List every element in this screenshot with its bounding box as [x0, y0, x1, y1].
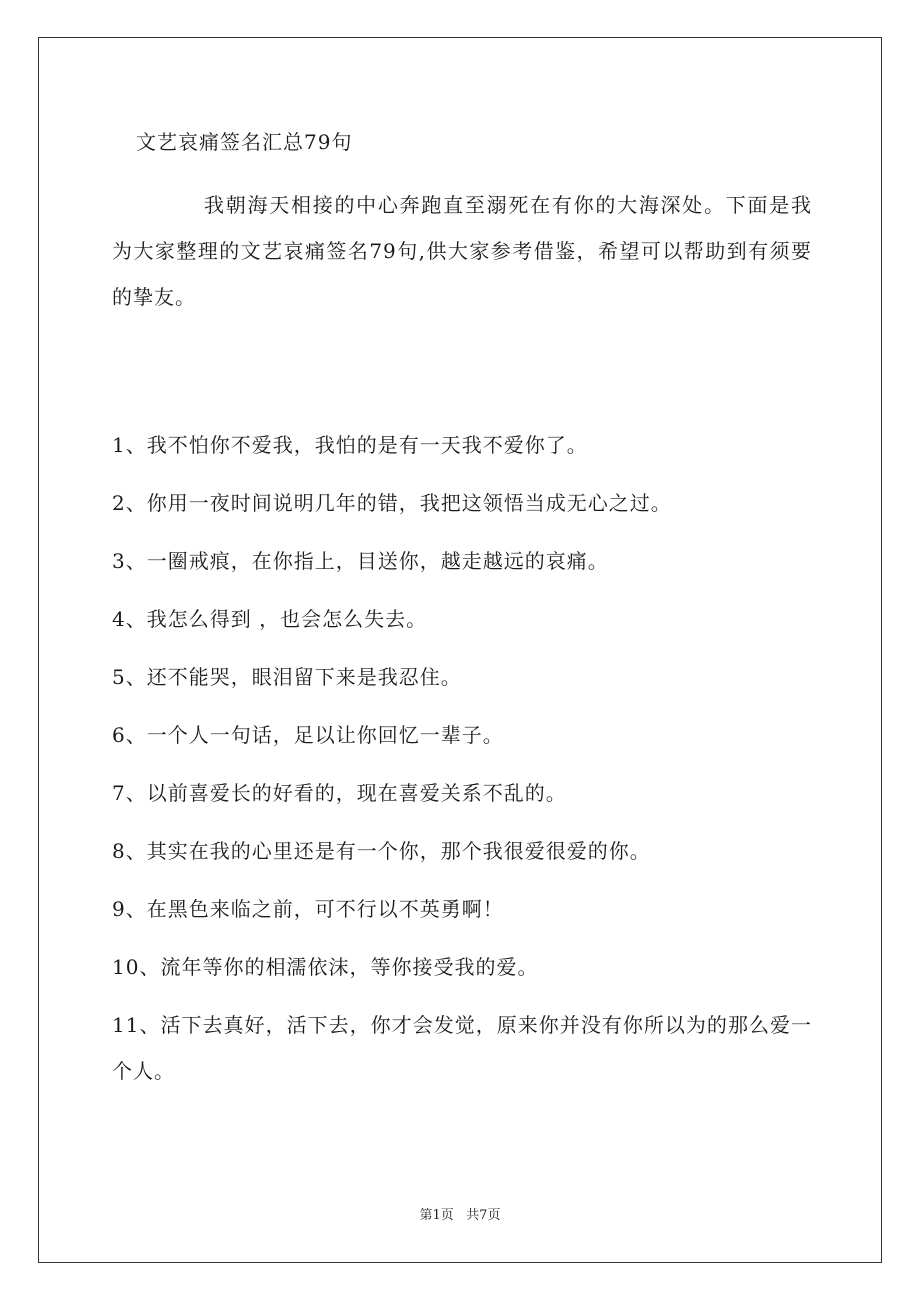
list-item: 6、一个人一句话，足以让你回忆一辈子。	[112, 723, 504, 747]
list-item: 11、活下去真好，活下去，你才会发觉，原来你并没有你所以为的那么爱一个人。	[112, 1013, 812, 1083]
document-title: 文艺哀痛签名汇总79句	[136, 130, 353, 154]
list-item: 1、我不怕你不爱我，我怕的是有一天我不爱你了。	[112, 433, 588, 457]
intro-paragraph: 我朝海天相接的中心奔跑直至溺死在有你的大海深处。下面是我为大家整理的文艺哀痛签名79句,供大家参考借鉴，希望可以帮助到有须要的挚友。	[112, 193, 812, 309]
list-item: 9、在黑色来临之前，可不行以不英勇啊！	[112, 897, 504, 921]
list-item: 4、我怎么得到 ，也会怎么失去。	[112, 607, 428, 631]
list-item: 7、以前喜爱长的好看的，现在喜爱关系不乱的。	[112, 781, 567, 805]
list-item: 2、你用一夜时间说明几年的错，我把这领悟当成无心之过。	[112, 491, 672, 515]
list-item: 3、一圈戒痕，在你指上，目送你，越走越远的哀痛。	[112, 549, 609, 573]
page-number-footer: 第1页 共7页	[419, 1208, 501, 1223]
list-item: 5、还不能哭，眼泪留下来是我忍住。	[112, 665, 462, 689]
list-item: 10、流年等你的相濡依沫，等你接受我的爱。	[112, 955, 539, 979]
signature-list	[112, 422, 812, 1106]
list-item: 8、其实在我的心里还是有一个你，那个我很爱很爱的你。	[112, 839, 651, 863]
